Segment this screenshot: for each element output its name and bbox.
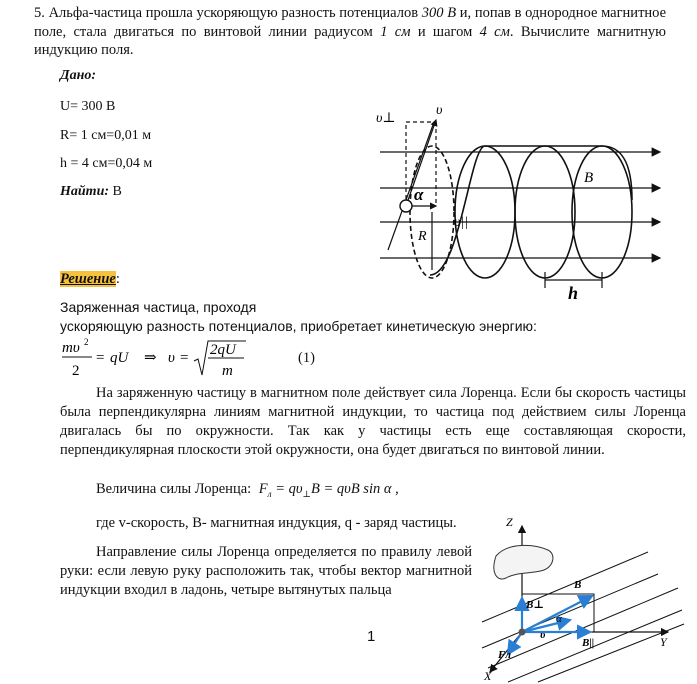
label-B: B xyxy=(584,170,594,186)
axis-y: Y xyxy=(660,635,667,649)
left-hand-rule-paragraph: Направление силы Лоренца определяется по правилу левой руки: если левую руку расположить так, чтобы вектор магнитной индукции входил в ладонь, четыре вытянутых пальца xyxy=(60,544,472,598)
label-v-perp: υ⊥ xyxy=(376,111,396,126)
solution-line2: ускоряющую разность потенциалов, приобретает кинетическую энергию: xyxy=(60,318,537,334)
given-item-voltage: U= 300 В xyxy=(60,99,116,114)
label-alpha: α xyxy=(414,185,424,204)
label-h: h xyxy=(568,283,579,303)
lorentz-formula-line: Величина силы Лоренца: $F_л = q\upsilon_\perp B = q\upsilon B$ sin α , xyxy=(96,481,399,499)
where-line: где v-скорость, В- магнитная индукция, q - заряд частицы. xyxy=(96,515,457,531)
lorentz-label: Величина силы Лоренца: xyxy=(96,481,252,497)
svg-text:υ: υ xyxy=(168,350,175,366)
problem-text-c: и шагом xyxy=(417,23,473,40)
given-item-radius: R= 1 см=0,01 м xyxy=(60,128,152,143)
label-R: R xyxy=(418,229,427,244)
svg-text:2: 2 xyxy=(84,337,89,347)
find-value: В xyxy=(112,184,122,199)
svg-text:=: = xyxy=(180,350,189,366)
label-B-par: B|| xyxy=(582,637,595,649)
solution-heading xyxy=(60,271,120,288)
svg-text:2qU: 2qU xyxy=(210,342,236,358)
problem-radius: 1 см xyxy=(380,23,411,40)
equation-number: (1) xyxy=(298,350,315,366)
given-header: Дано: xyxy=(60,68,96,83)
lorentz-force-diagram xyxy=(478,512,690,684)
svg-text:m: m xyxy=(222,363,233,379)
axis-x: X xyxy=(484,669,492,683)
label-v: υ xyxy=(436,103,443,118)
find-label: Найти: xyxy=(60,184,110,199)
problem-pitch: 4 см xyxy=(479,23,510,40)
given-item-pitch: h = 4 см=0,04 м xyxy=(60,156,153,171)
label-v-par: υ|| xyxy=(454,215,469,230)
svg-text:mυ: mυ xyxy=(62,340,80,356)
problem-text-a: Альфа-частица прошла ускоряющую разность потенциалов xyxy=(48,5,419,21)
svg-text:⇒: ⇒ xyxy=(144,350,157,366)
problem-text-b: и, попав в однородное магнитное поле, стала двигаться по винтовой линии радиусом xyxy=(34,5,667,40)
problem-text-d: . Вычислите магнитную индукцию поля. xyxy=(34,23,667,58)
problem-number: 5. xyxy=(34,5,45,21)
label-B2: B xyxy=(574,579,582,591)
helix-diagram xyxy=(370,100,670,305)
page-number: 1 xyxy=(367,628,376,645)
find-line xyxy=(60,184,122,200)
label-v2: υ xyxy=(540,629,546,641)
label-B-perp: B⊥ xyxy=(526,599,544,611)
label-F: Fл xyxy=(498,649,511,661)
solution-line1: Заряженная частица, проходя xyxy=(60,299,257,315)
axis-z: Z xyxy=(506,515,513,529)
label-alpha2: α xyxy=(556,613,562,625)
svg-text:=: = xyxy=(96,350,105,366)
svg-text:2: 2 xyxy=(72,363,80,379)
problem-voltage: 300 В xyxy=(421,5,457,21)
lorentz-paragraph: На заряженную частицу в магнитном поле действует сила Лоренца. Если бы скорость частицы была перпендикулярна линиям магнитной индукции, то частица под действием силы Лоренца двигалась бы по окружности. Так как у частицы есть еще составляющая скорости, перпендикулярная плоскости этой окружности, она будет двигаться по винтовой линии. xyxy=(60,385,686,458)
problem-statement xyxy=(34,4,666,60)
solution-label: Решение xyxy=(60,271,116,287)
particle xyxy=(400,200,412,212)
hand-icon xyxy=(494,545,553,579)
svg-text:qU: qU xyxy=(110,350,129,366)
solution-colon: : xyxy=(115,271,120,287)
